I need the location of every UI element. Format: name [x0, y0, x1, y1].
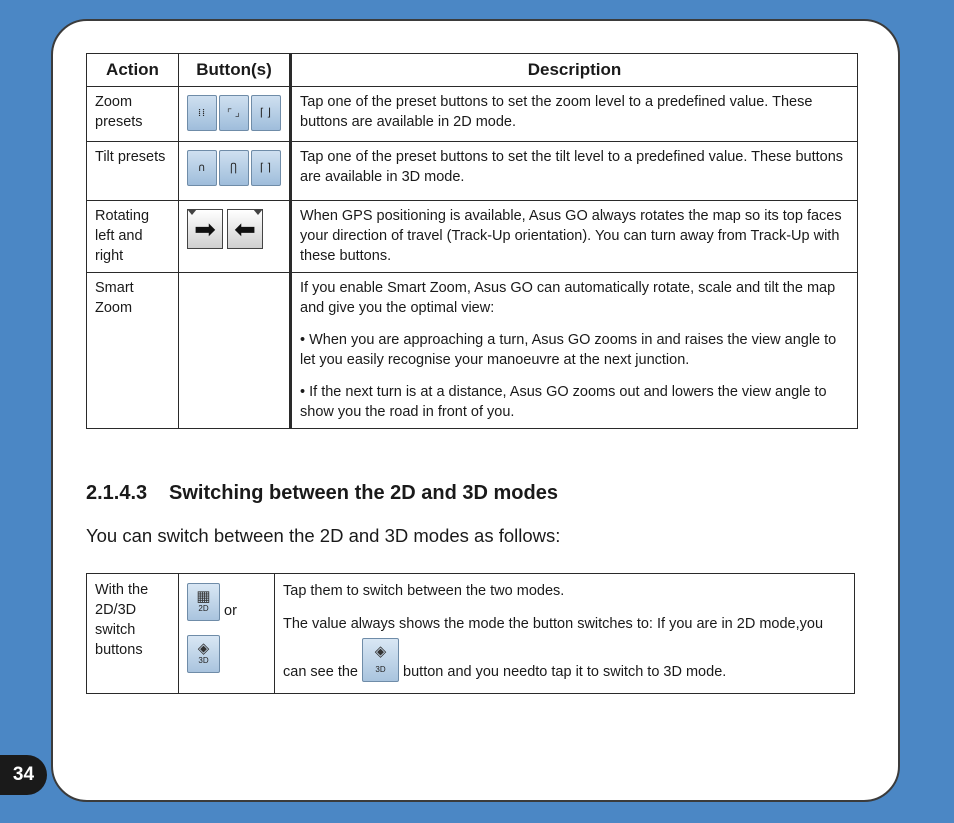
mode-desc-1: Tap them to switch between the two modes.	[283, 583, 565, 599]
mode-switch-table	[86, 573, 855, 694]
or-text: or	[224, 603, 237, 619]
page-number: 34	[0, 755, 47, 795]
arrow-right-icon[interactable]: ➡	[187, 209, 223, 249]
row-description: When GPS positioning is available, Asus GO always rotates the map so its top faces your direction of travel (Track-Up orientation). You can turn away from Track-Up with these buttons.	[300, 208, 842, 264]
table-row	[87, 87, 858, 142]
row-action: Smart Zoom	[87, 273, 179, 429]
3d-grid-icon: ◈	[374, 643, 387, 660]
tilt-preset-3-icon[interactable]: ⌈⌉	[251, 150, 281, 186]
3d-label: 3D	[375, 665, 386, 674]
row-description: If you enable Smart Zoom, Asus GO can automatically rotate, scale and tilt the map and give you the optimal view:	[300, 280, 836, 316]
zoom-preset-3-icon[interactable]: ⌈⌋	[251, 95, 281, 131]
table-row	[87, 142, 858, 201]
header-action: Action	[87, 54, 179, 87]
tilt-preset-2-icon[interactable]: ⋂	[219, 150, 249, 186]
table-row	[87, 201, 858, 273]
table-row	[87, 574, 855, 694]
table-row	[87, 273, 858, 429]
mode-desc-3-pre: can see the	[283, 664, 358, 680]
section-number: 2.1.4.3	[86, 482, 148, 504]
zoom-preset-2-icon[interactable]: ⌜⌟	[219, 95, 249, 131]
arrow-left-icon[interactable]: ⬅	[227, 209, 263, 249]
grid-icon: ▦	[196, 588, 211, 605]
row-description: Tap one of the preset buttons to set the zoom level to a predefined value. These buttons are available in 2D mode.	[300, 94, 813, 130]
3d-grid-icon: ◈	[197, 640, 210, 657]
section-intro: You can switch between the 2D and 3D modes as follows:	[86, 525, 561, 546]
table-header-row	[87, 54, 858, 87]
row-action: Tilt presets	[87, 142, 179, 201]
3d-label: 3D	[198, 656, 209, 665]
2d-mode-button[interactable]	[187, 583, 220, 621]
row-description: Tap one of the preset buttons to set the tilt level to a predefined value. These buttons are available in 3D mode.	[300, 149, 844, 185]
row-description-bullet: • When you are approaching a turn, Asus GO zooms in and raises the view angle to let you easily recognise your manoeuvre at the next junction.	[300, 332, 837, 368]
mode-desc-3-post: button and you needto tap it to switch to 3D mode.	[403, 664, 727, 680]
mode-desc-2: The value always shows the mode the button switches to: If you are in 2D mode,you	[283, 616, 824, 632]
section-title: Switching between the 2D and 3D modes	[169, 482, 558, 504]
section-heading	[86, 482, 558, 505]
zoom-preset-1-icon[interactable]: ⁞⁞	[187, 95, 217, 131]
row-description-bullet: • If the next turn is at a distance, Asus GO zooms out and lowers the view angle to show you the road in front of you.	[300, 384, 827, 420]
row-action: Rotating left and right	[87, 201, 179, 273]
tilt-preset-1-icon[interactable]: ∩	[187, 150, 217, 186]
row-action: Zoom presets	[87, 87, 179, 142]
3d-mode-button[interactable]	[187, 635, 220, 673]
controls-table	[86, 53, 858, 429]
header-description: Description	[291, 54, 858, 87]
row-action: With the 2D/3D switch buttons	[87, 574, 179, 694]
2d-label: 2D	[198, 604, 209, 613]
header-buttons: Button(s)	[179, 54, 291, 87]
3d-mode-button-inline[interactable]	[362, 638, 399, 682]
